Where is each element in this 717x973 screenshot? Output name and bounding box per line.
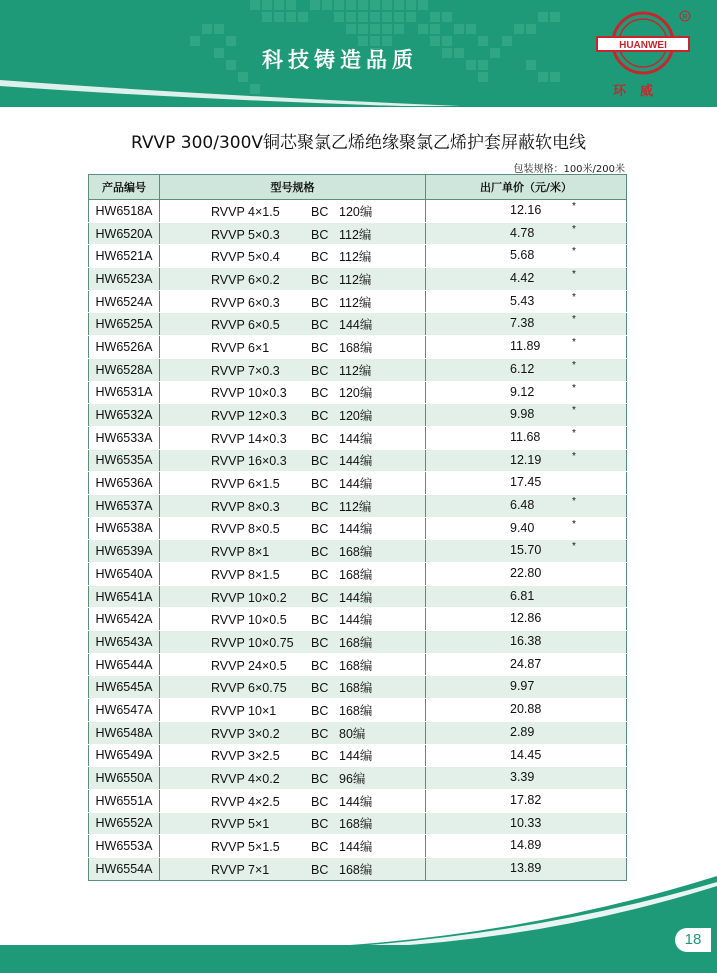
- price-value: 2.89: [510, 724, 535, 739]
- price-mark: *: [572, 337, 576, 349]
- model-conductor: BC: [311, 590, 329, 605]
- model-spec: [160, 404, 426, 427]
- model-conductor: BC: [311, 703, 329, 718]
- model-weave: 80编: [339, 726, 366, 741]
- price-mark: *: [572, 359, 576, 371]
- product-code: HW6528A: [89, 358, 160, 381]
- product-code: HW6533A: [89, 426, 160, 449]
- table-row: [89, 835, 627, 858]
- model-size: RVVP 5×1: [211, 817, 270, 832]
- table-row: [89, 200, 627, 223]
- model-weave: 144编: [339, 613, 373, 628]
- table-row: [89, 358, 627, 381]
- model-spec: [160, 494, 426, 517]
- model-conductor: BC: [311, 363, 329, 378]
- model-conductor: BC: [311, 386, 329, 401]
- model-weave: 112编: [339, 295, 372, 310]
- table-row: [89, 744, 627, 767]
- price-value: 9.12: [510, 384, 535, 399]
- table-row: [89, 585, 627, 608]
- model-spec: [160, 789, 426, 812]
- model-weave: 112编: [339, 363, 372, 378]
- unit-price: [426, 835, 627, 858]
- model-spec: [160, 585, 426, 608]
- model-size: RVVP 5×0.4: [211, 250, 280, 265]
- unit-price: [426, 721, 627, 744]
- product-code: HW6521A: [89, 245, 160, 268]
- unit-price: [426, 653, 627, 676]
- model-spec: [160, 336, 426, 359]
- model-conductor: BC: [311, 613, 329, 628]
- price-value: 4.42: [510, 271, 535, 286]
- unit-price: [426, 358, 627, 381]
- model-conductor: BC: [311, 862, 329, 877]
- model-weave: 120编: [339, 409, 373, 424]
- model-conductor: BC: [311, 454, 329, 469]
- price-value: 10.33: [510, 815, 542, 830]
- product-code: HW6536A: [89, 472, 160, 495]
- price-value: 5.68: [510, 248, 535, 263]
- model-size: RVVP 5×1.5: [211, 840, 280, 855]
- price-value: 22.80: [510, 566, 542, 580]
- model-weave: 168编: [339, 817, 373, 832]
- col-header-code: 产品编号: [89, 175, 160, 200]
- price-mark: *: [572, 541, 576, 553]
- unit-price: [426, 563, 627, 586]
- price-value: 6.12: [510, 361, 535, 376]
- table-row: [89, 426, 627, 449]
- model-conductor: BC: [311, 250, 329, 265]
- table-row: [89, 449, 627, 472]
- model-spec: [160, 835, 426, 858]
- model-size: RVVP 8×1: [211, 545, 270, 560]
- model-conductor: BC: [311, 658, 329, 673]
- logo-text: HUANWEI: [619, 40, 667, 51]
- model-weave: 144编: [339, 318, 373, 333]
- model-size: RVVP 10×0.75: [211, 635, 294, 650]
- model-spec: [160, 268, 426, 291]
- table-row: [89, 336, 627, 359]
- product-code: HW6551A: [89, 789, 160, 812]
- unit-price: [426, 245, 627, 268]
- price-mark: *: [572, 405, 576, 417]
- model-size: RVVP 14×0.3: [211, 431, 287, 446]
- product-code: HW6525A: [89, 313, 160, 336]
- price-value: 11.89: [510, 339, 541, 354]
- model-size: RVVP 6×0.2: [211, 272, 280, 287]
- unit-price: [426, 336, 627, 359]
- table-header-row: [89, 175, 627, 200]
- model-conductor: BC: [311, 681, 329, 696]
- product-code: HW6538A: [89, 517, 160, 540]
- product-code: HW6549A: [89, 744, 160, 767]
- model-weave: 144编: [339, 749, 373, 764]
- model-weave: 144编: [339, 590, 373, 605]
- price-value: 9.40: [510, 520, 535, 535]
- model-spec: [160, 812, 426, 835]
- model-conductor: BC: [311, 817, 329, 832]
- price-value: 12.16: [510, 203, 542, 217]
- model-conductor: BC: [311, 772, 329, 787]
- model-weave: 168编: [339, 567, 373, 582]
- unit-price: [426, 744, 627, 767]
- product-code: HW6540A: [89, 563, 160, 586]
- product-code: HW6526A: [89, 336, 160, 359]
- model-spec: [160, 721, 426, 744]
- unit-price: [426, 494, 627, 517]
- model-weave: 168编: [339, 658, 373, 673]
- model-spec: [160, 608, 426, 631]
- model-size: RVVP 3×2.5: [211, 749, 280, 764]
- price-mark: *: [572, 223, 576, 235]
- model-conductor: BC: [311, 567, 329, 582]
- unit-price: [426, 585, 627, 608]
- col-header-model: 型号规格: [160, 175, 426, 200]
- product-code: HW6541A: [89, 585, 160, 608]
- unit-price: [426, 631, 627, 654]
- table-row: [89, 494, 627, 517]
- model-size: RVVP 6×0.5: [211, 318, 280, 333]
- price-value: 14.45: [510, 747, 542, 762]
- table-row: [89, 676, 627, 699]
- product-code: HW6520A: [89, 222, 160, 245]
- table-row: [89, 222, 627, 245]
- footer-swoosh: [0, 868, 717, 948]
- model-weave: 168编: [339, 545, 373, 560]
- model-weave: 112编: [339, 227, 372, 242]
- table-row: [89, 699, 627, 722]
- unit-price: [426, 540, 627, 563]
- model-spec: [160, 313, 426, 336]
- product-code: HW6518A: [89, 200, 160, 223]
- model-spec: [160, 449, 426, 472]
- price-value: 9.97: [510, 679, 535, 694]
- model-weave: 168编: [339, 862, 373, 877]
- price-value: 16.38: [510, 634, 542, 649]
- model-weave: 112编: [339, 250, 372, 265]
- table-row: [89, 290, 627, 313]
- model-weave: 168编: [339, 635, 373, 650]
- product-code: HW6553A: [89, 835, 160, 858]
- model-size: RVVP 5×0.3: [211, 227, 280, 242]
- model-weave: 168编: [339, 681, 373, 696]
- model-spec: [160, 676, 426, 699]
- model-conductor: BC: [311, 635, 329, 650]
- unit-price: [426, 449, 627, 472]
- model-spec: [160, 381, 426, 404]
- product-code: HW6535A: [89, 449, 160, 472]
- model-conductor: BC: [311, 477, 329, 492]
- product-code: HW6531A: [89, 381, 160, 404]
- model-size: RVVP 6×0.3: [211, 295, 280, 310]
- model-size: RVVP 12×0.3: [211, 409, 287, 424]
- header-slogan: 科技铸造品质: [262, 48, 418, 72]
- product-code: HW6542A: [89, 608, 160, 631]
- table-row: [89, 245, 627, 268]
- product-code: HW6539A: [89, 540, 160, 563]
- price-value: 4.78: [510, 225, 535, 240]
- model-size: RVVP 10×0.3: [211, 386, 287, 401]
- footer-bar: [0, 945, 717, 973]
- model-weave: 120编: [339, 204, 373, 219]
- model-conductor: BC: [311, 204, 329, 219]
- table-row: [89, 404, 627, 427]
- logo-caption: 环威: [612, 84, 667, 99]
- price-mark: *: [572, 314, 576, 326]
- col-header-price: 出厂单价（元/米）: [426, 175, 627, 200]
- model-spec: [160, 744, 426, 767]
- price-mark: *: [572, 269, 576, 281]
- unit-price: [426, 608, 627, 631]
- price-mark: *: [572, 450, 576, 462]
- table-row: [89, 767, 627, 790]
- model-size: RVVP 10×0.5: [211, 613, 287, 628]
- table-row: [89, 540, 627, 563]
- model-spec: [160, 540, 426, 563]
- price-mark: *: [572, 291, 576, 303]
- product-code: HW6554A: [89, 857, 160, 880]
- product-code: HW6550A: [89, 767, 160, 790]
- model-conductor: BC: [311, 227, 329, 242]
- model-conductor: BC: [311, 431, 329, 446]
- table-row: [89, 789, 627, 812]
- product-code: HW6545A: [89, 676, 160, 699]
- model-spec: [160, 222, 426, 245]
- table-row: [89, 721, 627, 744]
- product-code: HW6548A: [89, 721, 160, 744]
- page-header: [0, 0, 717, 107]
- model-spec: [160, 563, 426, 586]
- model-weave: 120编: [339, 386, 373, 401]
- svg-text:R: R: [682, 14, 688, 21]
- table-row: [89, 472, 627, 495]
- price-value: 17.82: [510, 792, 542, 807]
- price-mark: *: [572, 382, 576, 394]
- table-row: [89, 812, 627, 835]
- price-value: 24.87: [510, 656, 542, 671]
- product-code: HW6543A: [89, 631, 160, 654]
- page-title: RVVP 300/300V铜芯聚氯乙烯绝缘聚氯乙烯护套屏蔽软电线: [130, 133, 587, 153]
- model-spec: [160, 699, 426, 722]
- model-size: RVVP 6×1.5: [211, 477, 280, 492]
- model-weave: 144编: [339, 431, 373, 446]
- model-spec: [160, 245, 426, 268]
- packaging-note: 包装规格：100米/200米: [513, 164, 625, 175]
- table-body: [89, 200, 627, 881]
- unit-price: [426, 767, 627, 790]
- unit-price: [426, 290, 627, 313]
- price-value: 6.48: [510, 497, 535, 512]
- model-spec: [160, 426, 426, 449]
- product-code: HW6552A: [89, 812, 160, 835]
- unit-price: [426, 789, 627, 812]
- model-conductor: BC: [311, 726, 329, 741]
- model-conductor: BC: [311, 522, 329, 537]
- unit-price: [426, 426, 627, 449]
- table-row: [89, 313, 627, 336]
- unit-price: [426, 313, 627, 336]
- unit-price: [426, 472, 627, 495]
- model-size: RVVP 4×2.5: [211, 794, 280, 809]
- model-spec: [160, 631, 426, 654]
- model-weave: 144编: [339, 454, 373, 469]
- table-row: [89, 608, 627, 631]
- price-mark: *: [572, 495, 576, 507]
- product-code: HW6544A: [89, 653, 160, 676]
- price-value: 12.86: [510, 611, 542, 626]
- model-size: RVVP 8×0.3: [211, 499, 280, 514]
- model-weave: 144编: [339, 477, 373, 492]
- model-size: RVVP 8×0.5: [211, 522, 280, 537]
- model-size: RVVP 4×0.2: [211, 772, 280, 787]
- product-code: HW6523A: [89, 268, 160, 291]
- price-value: 3.39: [510, 770, 535, 785]
- table-row: [89, 653, 627, 676]
- model-spec: [160, 517, 426, 540]
- model-size: RVVP 24×0.5: [211, 658, 287, 673]
- unit-price: [426, 381, 627, 404]
- model-size: RVVP 8×1.5: [211, 567, 280, 582]
- model-size: RVVP 6×1: [211, 340, 270, 355]
- model-weave: 144编: [339, 522, 373, 537]
- product-code: HW6537A: [89, 494, 160, 517]
- model-conductor: BC: [311, 409, 329, 424]
- unit-price: [426, 222, 627, 245]
- price-mark: *: [572, 246, 576, 258]
- price-value: 11.68: [510, 429, 541, 444]
- price-value: 6.81: [510, 588, 535, 603]
- price-value: 20.88: [510, 702, 542, 717]
- price-value: 5.43: [510, 293, 535, 308]
- model-spec: [160, 472, 426, 495]
- product-code: HW6547A: [89, 699, 160, 722]
- page-number: 18: [675, 928, 711, 952]
- product-code: HW6532A: [89, 404, 160, 427]
- model-spec: [160, 767, 426, 790]
- model-weave: 96编: [339, 772, 366, 787]
- price-value: 9.98: [510, 407, 535, 422]
- model-spec: [160, 200, 426, 223]
- model-spec: [160, 358, 426, 381]
- model-size: RVVP 6×0.75: [211, 681, 287, 696]
- table-row: [89, 631, 627, 654]
- price-value: 15.70: [510, 543, 542, 558]
- price-value: 13.89: [510, 860, 542, 875]
- model-weave: 144编: [339, 840, 373, 855]
- model-weave: 168编: [339, 340, 373, 355]
- model-size: RVVP 7×0.3: [211, 363, 280, 378]
- product-code: HW6524A: [89, 290, 160, 313]
- model-conductor: BC: [311, 318, 329, 333]
- model-size: RVVP 10×1: [211, 703, 277, 718]
- model-conductor: BC: [311, 545, 329, 560]
- unit-price: [426, 200, 627, 223]
- model-weave: 112编: [339, 499, 372, 514]
- unit-price: [426, 699, 627, 722]
- model-size: RVVP 7×1: [211, 862, 270, 877]
- price-value: 7.38: [510, 316, 535, 331]
- unit-price: [426, 812, 627, 835]
- model-conductor: BC: [311, 272, 329, 287]
- model-conductor: BC: [311, 840, 329, 855]
- price-mark: *: [572, 201, 576, 212]
- model-conductor: BC: [311, 295, 329, 310]
- price-mark: *: [572, 518, 576, 530]
- model-conductor: BC: [311, 749, 329, 764]
- model-conductor: BC: [311, 340, 329, 355]
- model-weave: 144编: [339, 794, 373, 809]
- price-table: [88, 174, 627, 881]
- price-mark: *: [572, 427, 576, 439]
- table-row: [89, 381, 627, 404]
- model-spec: [160, 290, 426, 313]
- table-row: [89, 517, 627, 540]
- price-value: 14.89: [510, 838, 542, 853]
- model-conductor: BC: [311, 794, 329, 809]
- unit-price: [426, 404, 627, 427]
- model-conductor: BC: [311, 499, 329, 514]
- unit-price: [426, 517, 627, 540]
- model-weave: 168编: [339, 703, 373, 718]
- model-size: RVVP 3×0.2: [211, 726, 280, 741]
- model-spec: [160, 653, 426, 676]
- price-value: 12.19: [510, 452, 542, 467]
- unit-price: [426, 676, 627, 699]
- unit-price: [426, 268, 627, 291]
- model-size: RVVP 10×0.2: [211, 590, 287, 605]
- table-row: [89, 563, 627, 586]
- model-weave: 112编: [339, 272, 372, 287]
- table-row: [89, 268, 627, 291]
- model-size: RVVP 4×1.5: [211, 204, 280, 219]
- price-value: 17.45: [510, 475, 542, 490]
- model-size: RVVP 16×0.3: [211, 454, 287, 469]
